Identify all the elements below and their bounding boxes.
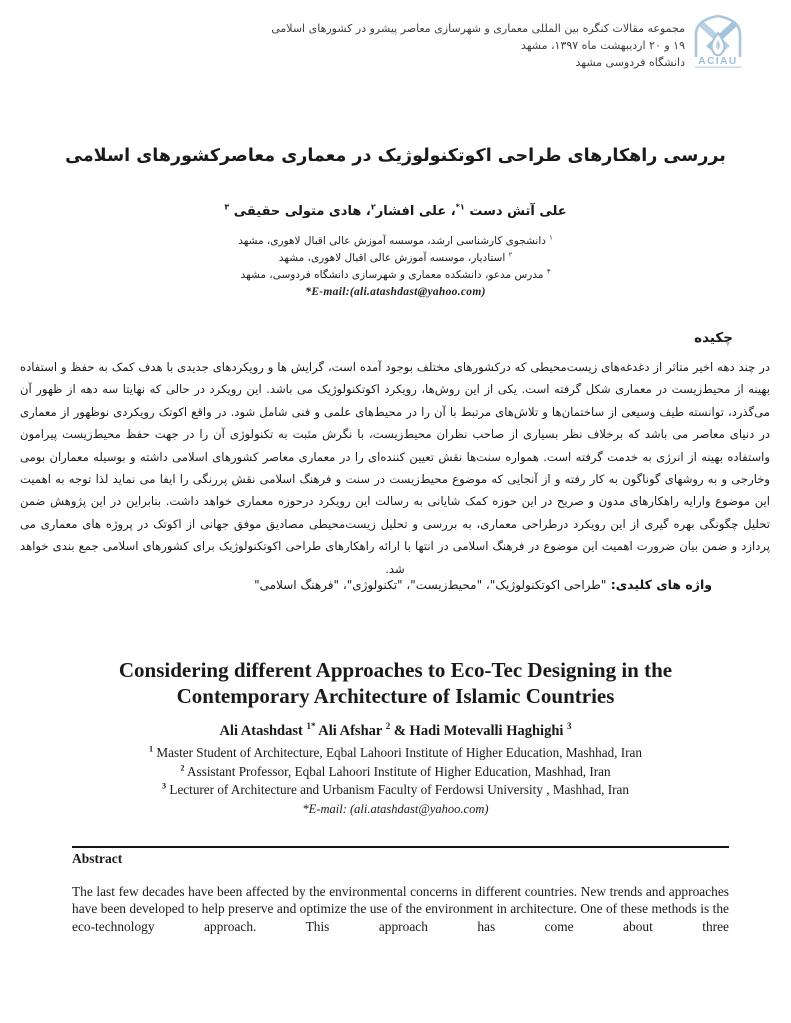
affiliation-fa-row xyxy=(0,267,791,284)
affiliation-superscript: ۱ xyxy=(549,233,553,242)
author-separator: ، xyxy=(361,204,371,219)
affiliation-text: Assistant Professor, Eqbal Lahoori Institute of Higher Education, Mashhad, Iran xyxy=(184,763,611,779)
paper-title-en-line1: Considering different Approaches to Eco-Tec Designing in the xyxy=(118,658,673,682)
author-en-3-superscript: 3 xyxy=(567,721,572,732)
affiliation-text: Lecturer of Architecture and Urbanism Faculty of Ferdowsi University , Mashhad, Iran xyxy=(166,782,629,797)
affiliation-text: دانشجوی کارشناسی ارشد، موسسه آموزش عالی اقبال لاهوری، مشهد xyxy=(238,235,550,247)
authors-line-fa xyxy=(0,204,791,219)
author-fa-2: علی افشار xyxy=(375,204,447,219)
affiliation-superscript: 2 xyxy=(180,763,185,773)
conference-university-line: دانشگاه فردوسی مشهد xyxy=(575,56,685,69)
affiliations-fa xyxy=(0,233,791,301)
affiliations-en xyxy=(0,744,791,818)
conference-date-line: ۱۹ و ۲۰ اردیبهشت ماه ۱۳۹۷، مشهد xyxy=(520,39,685,52)
author-separator: ، xyxy=(446,204,456,219)
author-fa-1-superscript: ۱* xyxy=(455,202,465,212)
email-line-fa: *E-mail:(ali.atashdast@yahoo.com) xyxy=(305,286,486,298)
abstract-body-fa: در چند دهه اخیر متاثر از دغدغه‌های زیست‌محیطی که درکشورهای مختلف بوجود آمده است، گرایش ها و رویکردهای جدیدی با هدف کمک به حفظ و استفاده بهینه از محیط‌زیست در معماری شکل گرفته است. یکی از این روش‌ها، رویکرد اکوتکنولوژیک می باشد. این رویکرد در حالی که نهایتا سه دهه از ظهور آن می‌گذرد، توانسته طیف وسیعی از ساختمان‌ها و تلاش‌های مرتبط با آن را در محیط‌های علمی و فنی شامل شود. در واقع اکوتک رویکردی نوظهور از معماری در دنیای معاصر می باشد که برخلاف نظر بسیاری از صاحب نظران محیط‌زیست، با نگرش مثبت به تکنولوژی آن را در جهت حفظ محیط‌زیست پیرامون واستفاده بهینه از انرژی به خدمت گرفته است. همواره سنت‌ها نقش تعیین کننده‌ای را در معماری معاصر کشورهای اسلامی داشته و بوسیله معماران بومی وخارجی و به روشهای گوناگون به کار رفته و از آنجایی که موضوع محیط‌زیست در سنت و فرهنگ اسلامی نقش پررنگی را ایفا می نماید لذا توجه به اهمیت این موضوع وارایه راهکارهای مدون و صریح در این حوزه کمک شایانی به رسالت این رویکرد درحوزه معماری خواهد داشت. بنابراین در این پژوهش ضمن تحلیل چگونگی بهره گیری از این رویکرد درطراحی معماری، به بررسی و تحلیل زیست‌محیطی مصادیق موفق جهانی از اکوتک در پروژه های معماری می پردازد و ضمن بیان ضرورت اهمیت این موضوع در فرهنگ اسلامی در انتها با ارائه راهکارهای طراحی اکوتکنولوژیک برای کشورهای اسلامی جمع بندی خواهد شد. xyxy=(20,360,770,576)
affiliation-text: مدرس مدعو، دانشکده معماری و شهرسازی دانشگاه فردوسی، مشهد xyxy=(240,269,547,281)
affiliation-en-row xyxy=(0,744,791,763)
email-line-en: *E-mail: (ali.atashdast@yahoo.com) xyxy=(302,801,489,816)
affiliation-fa-row xyxy=(0,250,791,267)
conference-header xyxy=(271,13,744,71)
affiliation-fa-row xyxy=(0,233,791,250)
abstract-heading-en: Abstract xyxy=(72,851,123,866)
affiliation-superscript: 3 xyxy=(162,781,167,791)
author-fa-2-superscript: ۲ xyxy=(370,202,376,212)
aciau-logo-text: ACIAU xyxy=(698,56,738,67)
affiliation-en-row xyxy=(0,781,791,800)
keywords-line-fa xyxy=(60,577,712,592)
author-en-2-superscript: 2 xyxy=(385,721,391,732)
author-en-1-superscript: 1* xyxy=(306,721,316,732)
affiliation-text: Master Student of Architecture, Eqbal Lahoori Institute of Higher Education, Mashhad, Iran xyxy=(153,745,642,760)
affiliation-text: استادیار، موسسه آموزش عالی اقبال لاهوری، مشهد xyxy=(278,252,509,264)
keywords-text-fa: "طراحی اکوتکنولوژیک"، "محیط‌زیست"، "تکنولوژی"، "فرهنگ اسلامی" xyxy=(254,578,607,592)
abstract-body-en: The last few decades have been affected by the environmental concerns in different countries. New trends and approaches have been developed to help preserve and optimize the use of the environment in architecture. One of these methods is the eco-technology approach. This approach has come about three xyxy=(72,884,729,934)
author-en-3: Hadi Motevalli Haghighi xyxy=(409,723,568,739)
abstract-heading-fa: چکیده xyxy=(694,330,733,346)
abstract-divider-rule xyxy=(72,846,729,848)
affiliation-superscript: ۲ xyxy=(508,250,513,259)
aciau-logo-icon xyxy=(692,13,744,69)
conference-title-line: مجموعه مقالات کنگره بین المللی معماری و شهرسازی معاصر پیشرو در کشورهای اسلامی xyxy=(271,22,685,35)
author-fa-1: علی آتش دست xyxy=(464,204,567,219)
affiliation-superscript: 1 xyxy=(149,744,154,754)
author-separator: & xyxy=(390,723,410,739)
paper-title-en xyxy=(40,657,751,709)
paper-title-fa: بررسی راهکارهای طراحی اکوتکنولوژیک در معماری معاصرکشورهای اسلامی xyxy=(65,146,726,166)
affiliation-superscript: ۳ xyxy=(546,267,551,276)
keywords-label-fa: واژه های کلیدی: xyxy=(606,577,712,592)
authors-line-en xyxy=(0,723,791,740)
author-en-2: Ali Afshar xyxy=(318,723,386,739)
author-en-1: Ali Atashdast xyxy=(219,723,307,739)
paper-title-en-line2: Contemporary Architecture of Islamic Countries xyxy=(176,684,615,708)
affiliation-en-row xyxy=(0,763,791,782)
author-fa-3: هادی متولی حقیقی xyxy=(229,204,362,219)
conference-header-text xyxy=(271,13,685,71)
author-fa-3-superscript: ۳ xyxy=(224,202,230,212)
